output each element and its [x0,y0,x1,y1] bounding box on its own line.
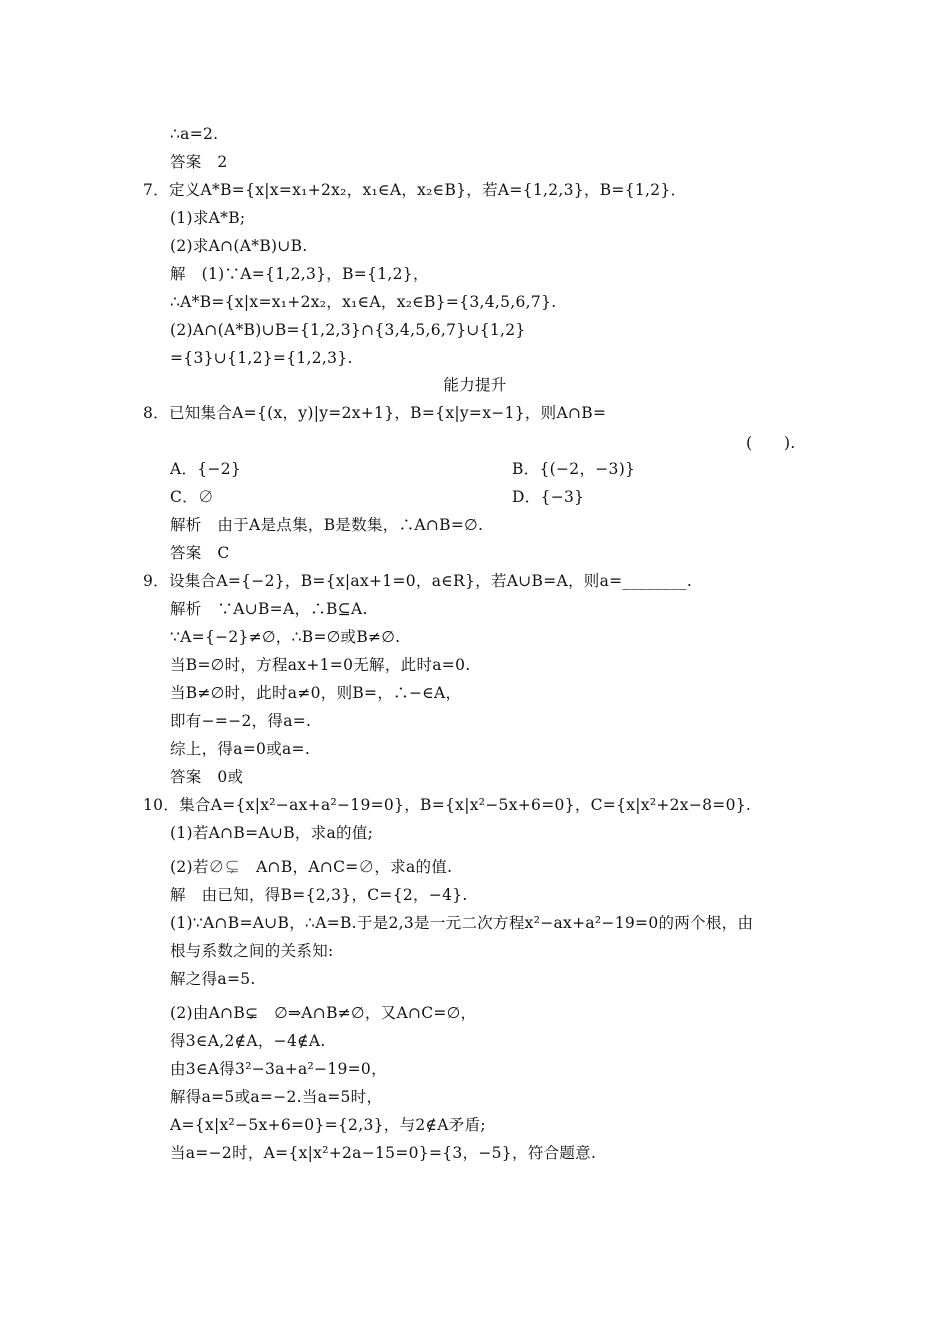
text-line: ∴a=2. [170,125,219,143]
text-line: ∵A={−2}≠∅，∴B=∅或B≠∅. [170,628,401,646]
text-line: (2)求A∩(A*B)∪B. [170,237,308,255]
text-line: 解得a=5或a=−2.当a=5时， [170,1088,383,1106]
text-line: (2)A∩(A*B)∪B={1,2,3}∩{3,4,5,6,7}∪{1,2} [170,321,526,339]
section-heading: 能力提升 [443,376,507,394]
text-line: (1)若A∩B=A∪B，求a的值; [170,824,374,842]
question-7: 7．定义A*B={x|x=x₁+2x₂，x₁∈A，x₂∈B}，若A={1,2,3}，B={1,2}． [143,181,687,199]
text-line: 综上，得a=0或a=. [170,740,311,758]
choice-parenthesis: ( ). [746,434,796,452]
text-line: A={x|x²−5x+6=0}={2,3}，与2∉A矛盾; [170,1116,486,1134]
text-line: 当B≠∅时，此时a≠0，则B=，∴−∈A， [170,684,462,702]
analysis-line: 解析 ∵A∪B=A，∴B⊆A. [170,600,368,618]
option-d: D．{−3} [512,488,585,506]
answer-line: 答案 2 [170,153,228,171]
text-line: (2)若∅⊊ A∩B，A∩C=∅，求a的值. [170,858,453,876]
question-10: 10．集合A={x|x²−ax+a²−19=0}，B={x|x²−5x+6=0}，C={x|x²+2x−8=0}. [143,796,752,814]
text-line: 即有−=−2，得a=. [170,712,312,730]
text-line: 得3∈A,2∉A，−4∉A. [170,1032,326,1050]
question-9: 9．设集合A={−2}，B={x|ax+1=0，a∈R}，若A∪B=A，则a=________. [143,572,693,590]
analysis-line: 解析 由于A是点集，B是数集，∴A∩B=∅. [170,516,484,534]
text-line: (1)求A*B; [170,209,246,227]
text-line: ={3}∪{1,2}={1,2,3}. [170,349,353,367]
text-line: 当B=∅时，方程ax+1=0无解，此时a=0. [170,656,471,674]
solution-line: 解 (1)∵A={1,2,3}，B={1,2}， [170,265,429,283]
text-line: (2)由A∩B⊊ ∅⇒A∩B≠∅，又A∩C=∅， [170,1004,477,1022]
answer-line: 答案 0或 [170,768,244,786]
text-line: (1)∵A∩B=A∪B，∴A=B.于是2,3是一元二次方程x²−ax+a²−19=0的两个根，由 [170,914,754,932]
option-a: A．{−2} [170,460,242,478]
solution-line: 解 由已知，得B={2,3}，C={2，−4}. [170,886,468,904]
question-8: 8．已知集合A={(x，y)|y=2x+1}，B={x|y=x−1}，则A∩B= [143,404,607,422]
text-line: 由3∈A得3²−3a+a²−19=0， [170,1060,387,1078]
answer-line: 答案 C [170,544,230,562]
text-line: 根与系数之间的关系知: [170,942,334,960]
text-line: 解之得a=5. [170,970,256,988]
text-line: ∴A*B={x|x=x₁+2x₂，x₁∈A，x₂∈B}={3,4,5,6,7}. [170,293,557,311]
option-c: C．∅ [170,488,214,506]
option-b: B．{(−2，−3)} [512,460,636,478]
text-line: 当a=−2时，A={x|x²+2a−15=0}={3，−5}，符合题意. [170,1144,597,1162]
